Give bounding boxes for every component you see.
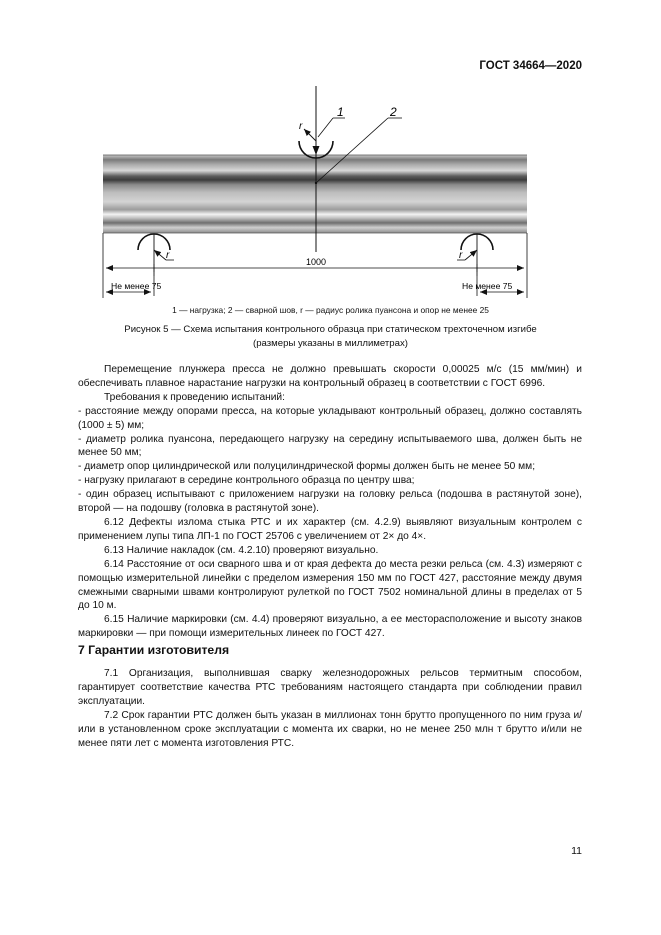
paragraph: Требования к проведению испытаний: [104,391,285,403]
list-item: - нагрузку прилагают в середине контрольного образца по центру шва; [78,475,415,487]
document-header: ГОСТ 34664—2020 [479,60,582,72]
dimension-1000: 1000 [305,257,327,267]
paragraph: Перемещение плунжера пресса не должно превышать скорости 0,00025 м/с (15 мм/мин) и обеспечивать плавное нарастание нагрузки на контрольный образец в соответствии с ГОСТ 6996. [78,364,582,389]
list-item: - диаметр опор цилиндрической или полуцилиндрической формы должен быть не менее 50 мм; [78,461,536,473]
callout-2: 2 [390,105,397,119]
paragraph-7-2: 7.2 Срок гарантии РТС должен быть указан в миллионах тонн брутто пропущенного по ним груза и/или в установленном сроке эксплуатации с момента их сварки, но не менее 250 млн т брутто и/или не менее пяти лет с момента изготовления РТС. [78,709,582,749]
paragraph-7-1: 7.1 Организация, выполнившая сварку железнодорожных рельсов термитным способом, гарантирует соответствие качества РТС требованиям настоящего стандарта при соблюдении правил эксплуатации. [78,668,582,707]
figure-caption-line-1: Рисунок 5 — Схема испытания контрольного образца при статическом трехточечном изгибе [124,324,537,335]
bending-test-diagram [0,0,661,340]
figure-caption-line-2: (размеры указаны в миллиметрах) [253,337,408,349]
figure-caption [60,323,601,350]
page-number: 11 [571,845,582,857]
section-heading-7: 7 Гарантии изготовителя [78,643,230,657]
body-text-section-7 [78,667,582,750]
radius-label-left: r [166,250,170,261]
dimension-right-overhang: Не менее 75 [462,281,513,291]
list-item: - расстояние между опорами пресса, на которые укладывают контрольный образец, должно составлять (1000 ± 5) мм; [78,405,582,431]
rail-specimen [103,155,527,233]
paragraph-6-13: 6.13 Наличие накладок (см. 4.2.10) проверяют визуально. [104,544,379,556]
radius-label-right: r [459,250,463,261]
paragraph-6-12: 6.12 Дефекты излома стыка РТС и их характер (см. 4.2.9) выявляют визуальным контролем с применением лупы типа ЛП-1 по ГОСТ 25706 с увеличением от 2× до 4×. [78,516,582,542]
list-item: - один образец испытывают с приложением нагрузки на головку рельса (подошва в растянутой зоне), второй — на подошву (головка в растянутой зоне). [78,489,582,515]
load-arrow [313,146,320,155]
paragraph-6-15: 6.15 Наличие маркировки (см. 4.4) проверяют визуально, а ее месторасположение и высоту знаков маркировки — при помощи измерительных линеек по ГОСТ 427. [78,614,582,640]
radius-label-top: r [299,121,303,132]
list-item: - диаметр ролика пуансона, передающего нагрузку на середину испытываемого шва, должен быть не менее 50 мм; [78,433,582,459]
callout-1: 1 [337,105,344,119]
body-text-section-6 [78,363,582,641]
paragraph-6-14: 6.14 Расстояние от оси сварного шва и от края дефекта до места резки рельса (см. 4.3) измеряют с помощью измерительной линейки с пределом измерения 150 мм по ГОСТ 427, расстояние между двумя смежными сварными швами контролируют рулеткой по ГОСТ 7502 номинальной длины в пределах от 5 до 10 м. [78,558,582,612]
dimension-left-overhang: Не менее 75 [111,281,162,291]
figure-legend: 1 — нагрузка; 2 — сварной шов, r — радиус ролика пуансона и опор не менее 25 [172,305,489,315]
